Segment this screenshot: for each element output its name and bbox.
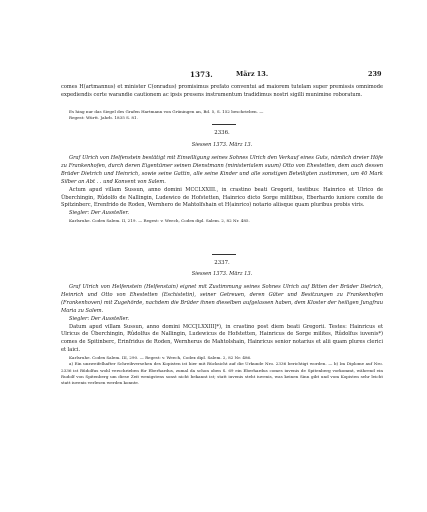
summary-2336: Graf Ulrich von Helfenstein bestätigt mit Einwilligung seines Sohnes Ulrich den Verkauf eines Guts, nämlich dreier Höfe zu Frankenhofen, durch deren Eigentümer seinen Dienstmann (ministerialem suum) Otto von Ehestetten, dem auch dessen Brüder Dietrich und Heinrich, sowie seine Gattin, alle seine Kinder und alle sonstigen Beteiligten zustimmen, um 40 Mark Silber an Abt . . und Konvent von Salem. [61, 155, 383, 185]
document-date-2337: Siessen 1373. März 13. [191, 271, 253, 277]
source-2336: Karlsruhe. Codex Salem. II, 219. — Regest: v. Weech, Codex dipl. Salem. 2, 82 Nr. 485. [69, 218, 250, 224]
document-number-2336: 2336. [214, 130, 230, 136]
header-month: März 13. [236, 70, 269, 78]
document-number-2337: 2337. [214, 260, 230, 266]
sealer-2336 [61, 210, 383, 218]
text-2336: Actum apud villam Sussun, anno domini MCCLXXIII., in crastino beati Gregorii, testibus: Hainrico et Ulrico de Überchingin, Rûdolfo de Nallingin, Ludewico de Hofstetten, Hainrico dicto Sorge militibus, Eberhardo iuniore comite de Spitzinberc, Erenfrido de Roden, Wernhero de Mahtolfshain et H(ainrico) notario aliisque quam pluribus probis viris. [61, 186, 383, 209]
intro-block [61, 84, 383, 100]
document-2336 [61, 155, 383, 224]
sealer-2337 [61, 316, 383, 324]
intro-notes [61, 109, 383, 121]
sealer-value-2337: Der Aussteller. [90, 315, 129, 322]
sealer-label-2337: Siegler: [69, 315, 90, 322]
intro-note-regest: Regest: Württ. Jahrb. 1835 S. 81. [69, 115, 138, 121]
text-2337: Datum apud villam Sussun, anno domini MCC[LXXIII]*), in crastino post diem beati Gregorii. Testes: Hainricus et Ulricus de Überchingin, Rûdolfus de Nallingin, Ludewicus de Hofstetten, Hainricus de Sorge milites, Rûdolfus iuvenis*) comes de Spitinberc, Erinfridus de Roden, Wernherus de Mahtolshain, Hainricus senior notarius et alii quam plures clerici et laici. [61, 323, 383, 354]
intro-note-seal: Es hing nur das Siegel des Grafen Hartmann von Grüningen an, Bd. 5, S. 152 beschrieben. — [69, 109, 264, 114]
sealer-value-2336: Der Aussteller. [90, 210, 129, 217]
sealer-label-2336: Siegler: [69, 210, 90, 217]
document-date-2336: Siessen 1373. März 13. [191, 142, 253, 148]
footnote-2337: a) Ein unzweifelhafter Schreibversehen des Kopisten ist hier mit Rücksicht auf die Urkunde Nro. 2336 berichtigt worden. — b) Im Diplome auf Nro. 2336 ist Rûdolfus wohl verschrieben für Eberhardus, zumal da schon oben S. 69 ein Eberhardus comes iuvenis de Spitenberg vorkommt, während ein Rudolf von Spitenberg um diese Zeit wenigstens sonst nicht bekannt ist; statt iuvenis steht iuvenis, was keinen Sinn gibt und vom Kopisten sehr leicht statt iuvenis verlesen werden konnte. [61, 361, 383, 385]
header-year: 1373. [190, 70, 213, 79]
section-divider [212, 254, 236, 255]
section-divider [212, 124, 236, 125]
document-2337 [61, 284, 383, 386]
intro-text: comes H(artmannus) et minister C(onradus) promisimus prefato conventui ad maiorem tutelam super premissis omnimode expediendis certe warandie cautionem ac ipsis presens instrumentum tradidimus nostri sigilli munimine roboratum. [61, 84, 383, 98]
summary-2337: Graf Ulrich von Helfenstein (Helfenstain) eignet mit Zustimmung seines Sohnes Ulrich auf Bitten der Brüder Dietrich, Heinrich und Otto von Ehestetten (Eschistetin), seiner Getreuen, deren Güter und Besitzungen zu Frankenhofen (Frankenhoven) mit Zugehörde, nachdem die Brüder ihnen dieselben aufgelassen haben, dem Kloster der heiligen Jungfrau Maria zu Salem. [61, 284, 383, 314]
source-2337: Karlsruhe. Codex Salem. III, 290. — Regest: v. Weech, Codex dipl. Salem. 2, 82 Nr. 486. [69, 355, 252, 361]
page-number: 239 [368, 70, 382, 78]
